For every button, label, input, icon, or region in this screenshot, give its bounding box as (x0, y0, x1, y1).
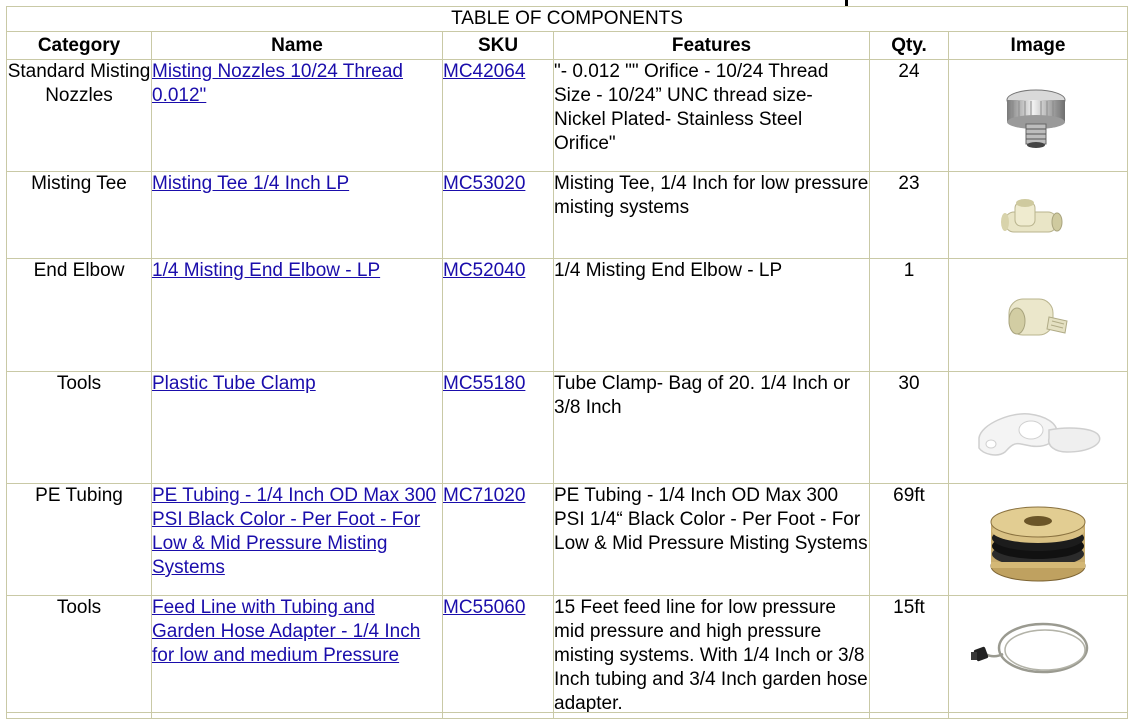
image-cell (949, 484, 1128, 596)
product-name-link[interactable]: Misting Nozzles 10/24 Thread 0.012" (152, 61, 403, 106)
sku-cell (443, 596, 554, 719)
tube-clamp-icon (949, 372, 1128, 483)
image-cell (949, 60, 1128, 172)
sku-cell (443, 259, 554, 372)
features-cell: 1/4 Misting End Elbow - LP (554, 259, 870, 372)
table-title: TABLE OF COMPONENTS (7, 7, 1128, 32)
table-row (7, 596, 1128, 719)
name-cell (152, 259, 443, 372)
elbow-fitting-icon (949, 259, 1128, 371)
features-cell: 15 Feet feed line for low pressure mid pressure and high pressure misting systems. With 1/4 Inch or 3/8 Inch tubing and 3/4 Inch garden hose adapter. (554, 596, 870, 719)
tubing-spool-icon (949, 484, 1128, 595)
sku-link[interactable]: MC55060 (443, 597, 526, 618)
sku-link[interactable]: MC71020 (443, 485, 526, 506)
qty-cell: 23 (870, 172, 949, 259)
sku-link[interactable]: MC52040 (443, 260, 526, 281)
table-row (7, 172, 1128, 259)
header-features: Features (554, 32, 870, 60)
header-sku: SKU (443, 32, 554, 60)
product-name-link[interactable]: Plastic Tube Clamp (152, 373, 316, 394)
components-table (6, 6, 1128, 719)
product-name-link[interactable]: Misting Tee 1/4 Inch LP (152, 173, 350, 194)
features-cell: "- 0.012 "" Orifice - 10/24 Thread Size - 10/24” UNC thread size- Nickel Plated- Stainless Steel Orifice" (554, 60, 870, 172)
qty-cell: 69ft (870, 484, 949, 596)
name-cell (152, 172, 443, 259)
name-cell (152, 484, 443, 596)
sku-cell (443, 172, 554, 259)
qty-cell: 1 (870, 259, 949, 372)
category-cell: End Elbow (7, 259, 152, 372)
sku-link[interactable]: MC42064 (443, 61, 526, 82)
sku-cell (443, 372, 554, 484)
features-cell: PE Tubing - 1/4 Inch OD Max 300 PSI 1/4“ Black Color - Per Foot - For Low & Mid Pressure Misting Systems (554, 484, 870, 596)
header-category: Category (7, 32, 152, 60)
image-cell (949, 259, 1128, 372)
sku-cell (443, 484, 554, 596)
image-cell (949, 172, 1128, 259)
category-cell: Misting Tee (7, 172, 152, 259)
qty-cell: 24 (870, 60, 949, 172)
header-name: Name (152, 32, 443, 60)
category-cell: Tools (7, 372, 152, 484)
category-cell: Standard Misting Nozzles (7, 60, 152, 172)
sku-link[interactable]: MC53020 (443, 173, 526, 194)
product-name-link[interactable]: PE Tubing - 1/4 Inch OD Max 300 PSI Black Color - Per Foot - For Low & Mid Pressure Misting Systems (152, 485, 437, 578)
name-cell (152, 596, 443, 719)
sku-link[interactable]: MC55180 (443, 373, 526, 394)
image-cell (949, 596, 1128, 719)
tee-fitting-icon (949, 172, 1128, 258)
image-cell (949, 372, 1128, 484)
table-row (7, 259, 1128, 372)
category-cell: Tools (7, 596, 152, 719)
features-cell: Misting Tee, 1/4 Inch for low pressure misting systems (554, 172, 870, 259)
features-cell: Tube Clamp- Bag of 20. 1/4 Inch or 3/8 Inch (554, 372, 870, 484)
qty-cell: 30 (870, 372, 949, 484)
product-name-link[interactable]: Feed Line with Tubing and Garden Hose Adapter - 1/4 Inch for low and medium Pressure (152, 597, 421, 666)
qty-cell: 15ft (870, 596, 949, 719)
name-cell (152, 372, 443, 484)
table-row (7, 484, 1128, 596)
product-name-link[interactable]: 1/4 Misting End Elbow - LP (152, 260, 381, 281)
table-row (7, 372, 1128, 484)
category-cell: PE Tubing (7, 484, 152, 596)
header-qty: Qty. (870, 32, 949, 60)
table-row (7, 60, 1128, 172)
header-image: Image (949, 32, 1128, 60)
sku-cell (443, 60, 554, 172)
feed-line-icon (949, 596, 1128, 706)
nozzle-icon (949, 60, 1128, 170)
name-cell (152, 60, 443, 172)
